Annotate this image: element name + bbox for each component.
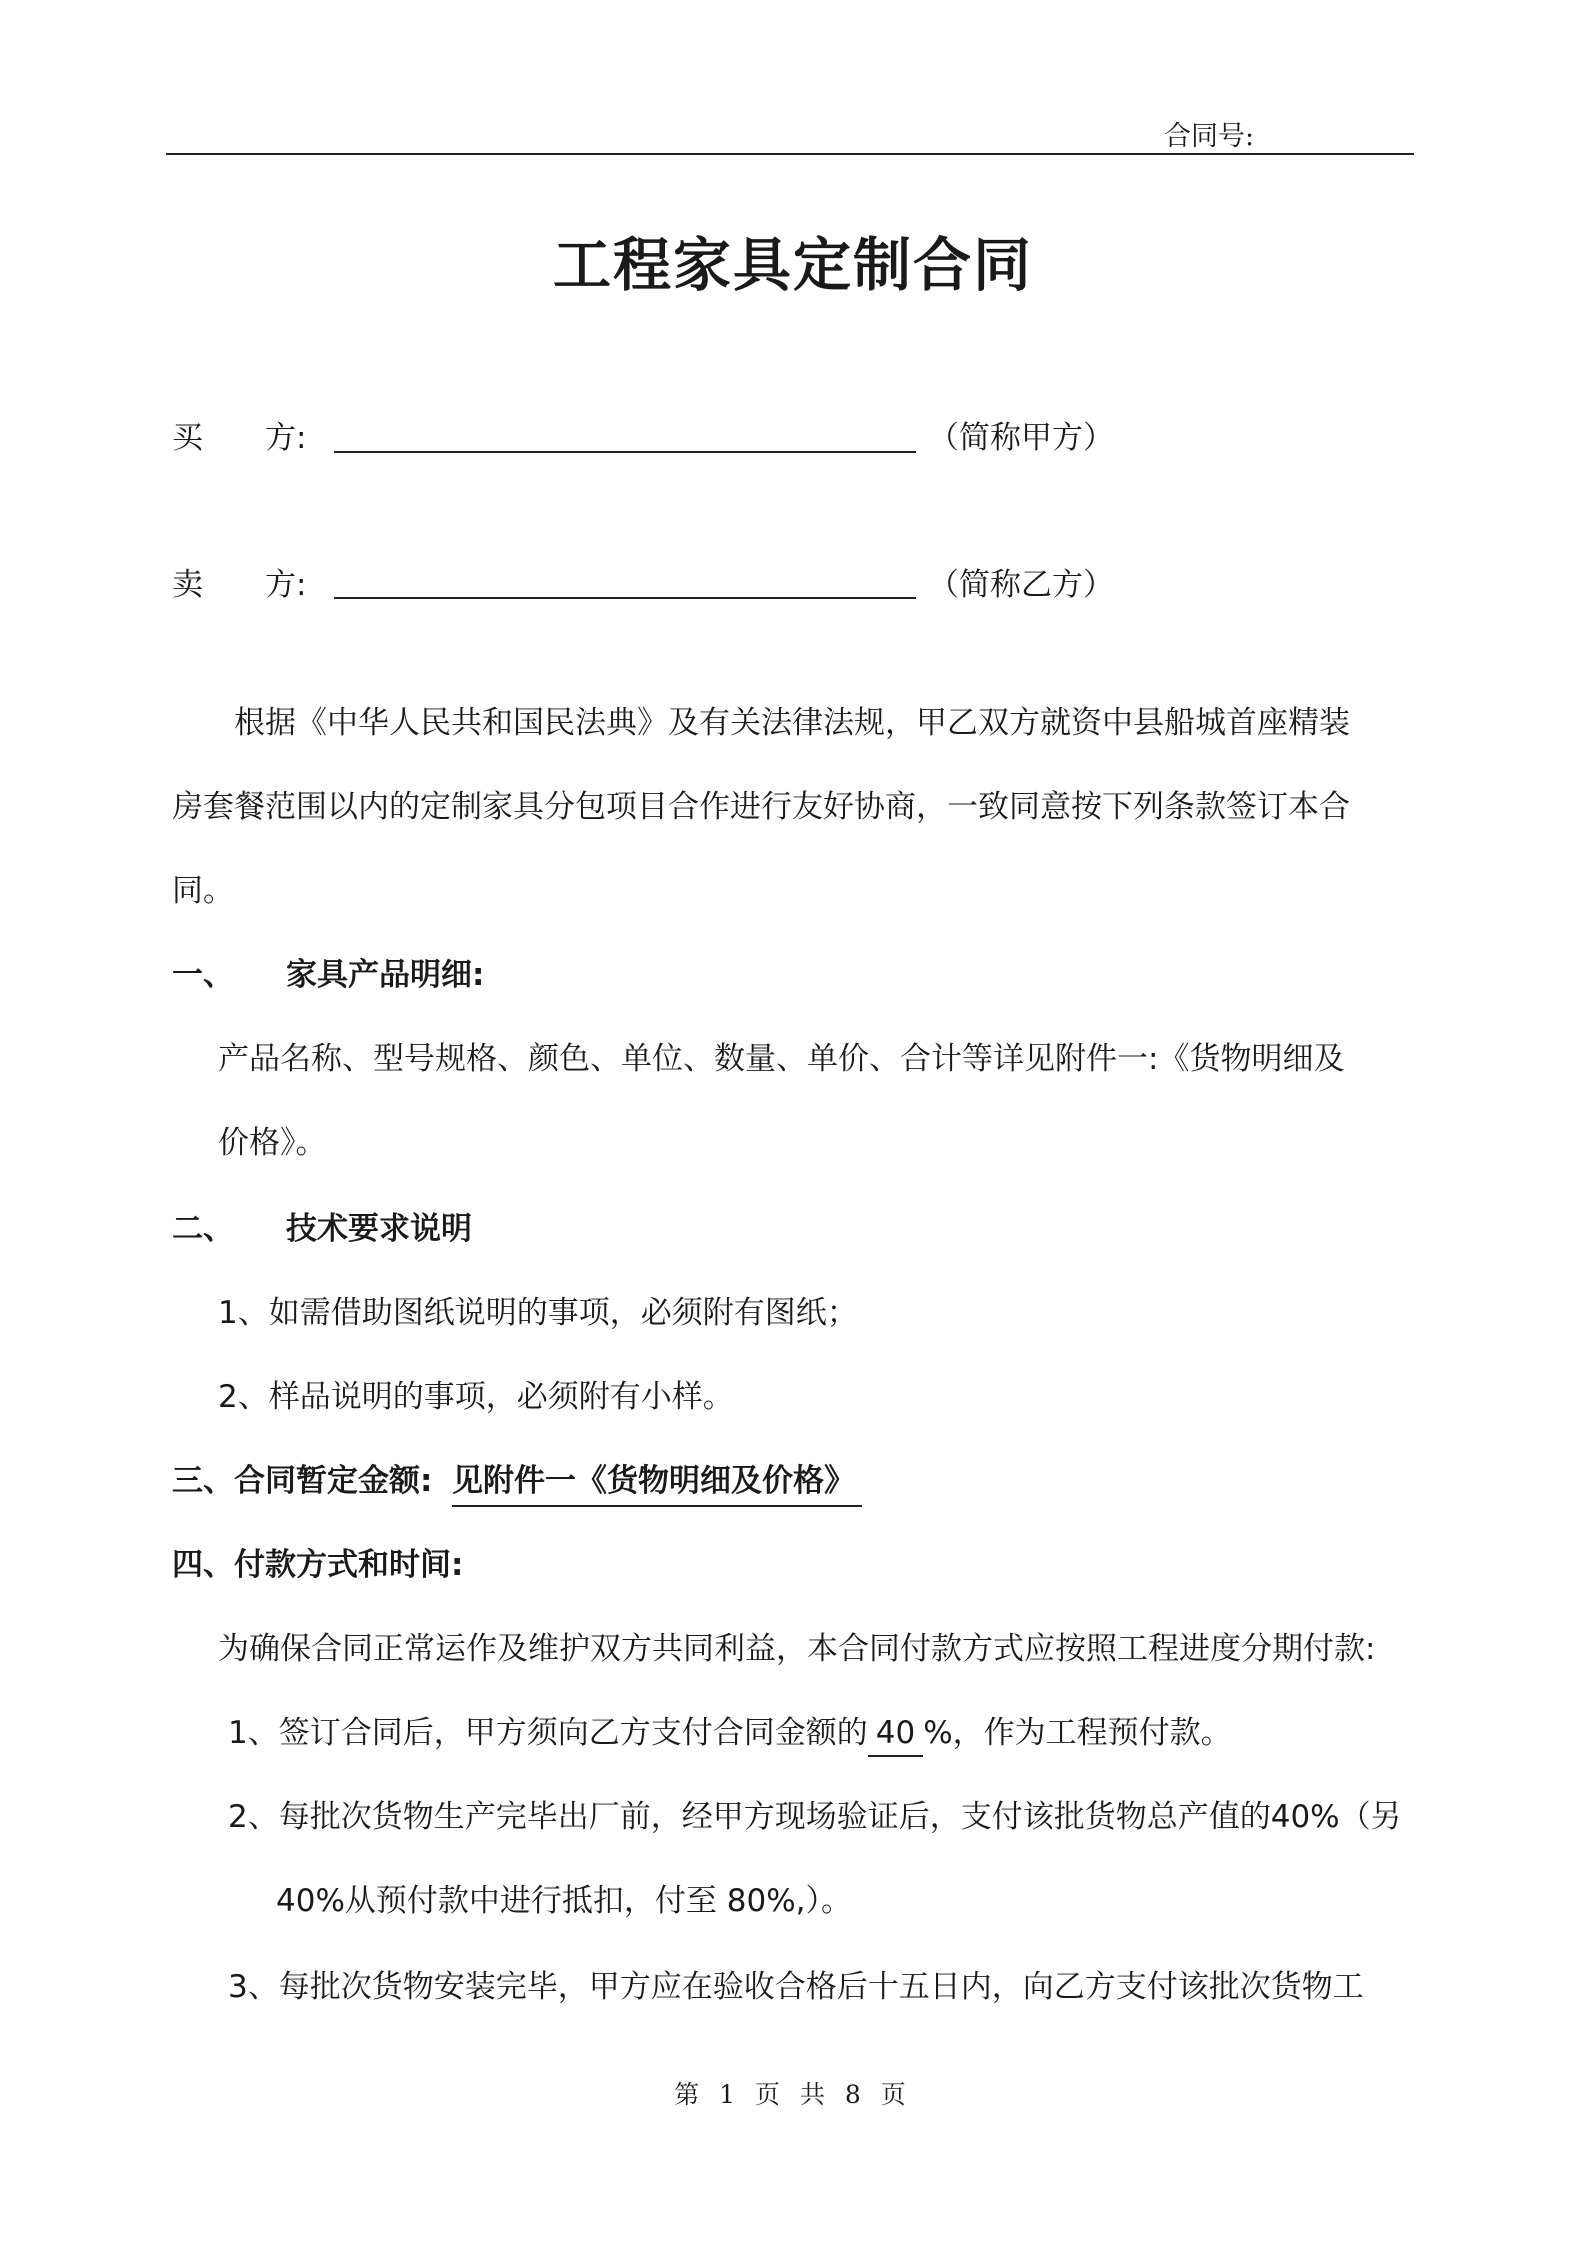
header-rule (166, 153, 1414, 155)
page-number: 第 1 页 共 8 页 (674, 2080, 912, 2109)
section-2-item-1: 1、如需借助图纸说明的事项，必须附有图纸； (218, 1295, 858, 1331)
section-1-number: 一、 (172, 957, 234, 993)
intro-line-2: 房套餐范围以内的定制家具分包项目合作进行友好协商，一致同意按下列条款签订本合 (172, 789, 1350, 825)
section-4-intro: 为确保合同正常运作及维护双方共同利益，本合同付款方式应按照工程进度分期付款: (218, 1631, 1376, 1667)
intro-line-1: 根据《中华人民共和国民法典》及有关法律法规，甲乙双方就资中县船城首座精装 (234, 705, 1350, 741)
buyer-suffix: （简称甲方） (928, 420, 1114, 456)
section-4-item-2-line-1: 2、每批次货物生产完毕出厂前，经甲方现场验证后，支付该批货物总产值的40%（另 (228, 1799, 1402, 1835)
section-3-value-text: 见附件一《货物明细及价格》 (452, 1463, 855, 1499)
section-4-item-1 (228, 1715, 1232, 1757)
section-4-item-3-line-1: 3、每批次货物安装完毕，甲方应在验收合格后十五日内，向乙方支付该批次货物工 (228, 1969, 1364, 2005)
section-4-heading: 四、付款方式和时间: (172, 1547, 464, 1583)
section-4-item-2-line-2: 40%从预付款中进行抵扣，付至 80%,）。 (276, 1883, 853, 1919)
section-3-heading: 三、合同暂定金额: (172, 1463, 433, 1499)
buyer-blank-line[interactable] (334, 451, 916, 453)
section-1-heading: 家具产品明细: (286, 957, 485, 993)
section-1-line-1: 产品名称、型号规格、颜色、单位、数量、单价、合计等详见附件一:《货物明细及 (218, 1041, 1345, 1077)
seller-label: 卖 方: (172, 567, 307, 603)
section-2-item-2: 2、样品说明的事项，必须附有小样。 (218, 1379, 734, 1415)
section-4-item-1-post: %，作为工程预付款。 (923, 1715, 1232, 1751)
seller-suffix: （简称乙方） (928, 567, 1114, 603)
section-3-value (452, 1463, 862, 1507)
buyer-label: 买 方: (172, 420, 307, 456)
section-1-line-2: 价格》。 (218, 1125, 327, 1161)
section-2-heading: 技术要求说明 (286, 1211, 472, 1247)
section-4-item-1-pre: 1、签订合同后，甲方须向乙方支付合同金额的 (228, 1715, 868, 1751)
section-2-number: 二、 (172, 1211, 234, 1247)
seller-blank-line[interactable] (334, 597, 916, 599)
intro-line-3: 同。 (172, 873, 234, 909)
contract-number-label: 合同号: (1164, 121, 1255, 152)
document-title: 工程家具定制合同 (552, 231, 1033, 299)
advance-percent-value: 40 (868, 1718, 923, 1757)
